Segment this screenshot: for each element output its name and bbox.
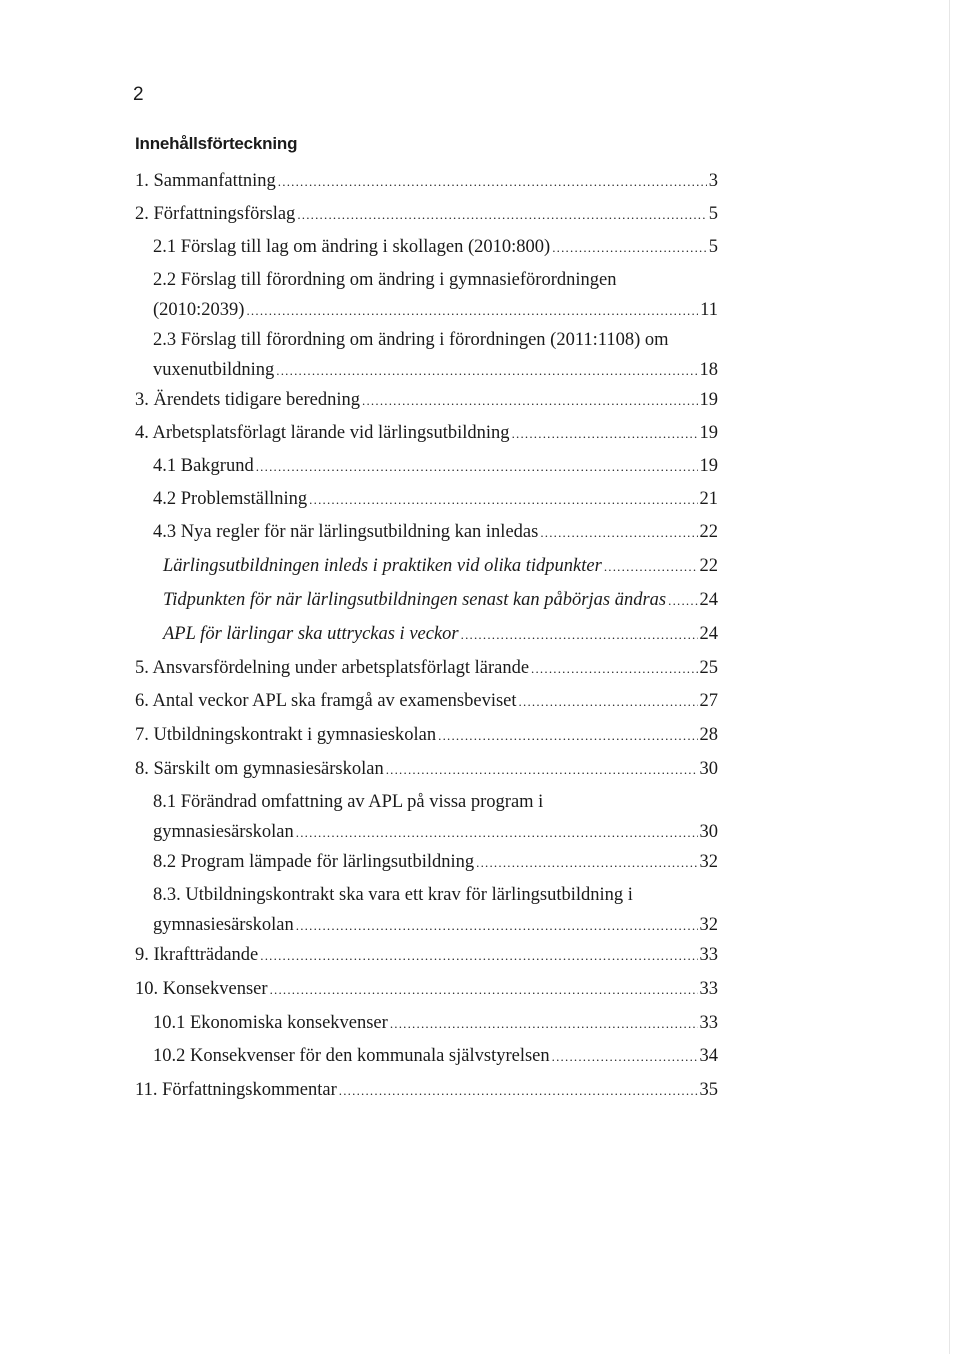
toc-entry-10[interactable]: 10. Konsekvenser ..... 33 xyxy=(135,978,718,1001)
toc-entry-5[interactable]: 5. Ansvarsfördelning under arbetsplatsförlagt lärande ..... 25 xyxy=(135,657,718,680)
toc-entry-4-2[interactable]: 4.2 Problemställning ..... 21 xyxy=(153,488,718,511)
toc-entry-4-3-c[interactable]: APL för lärlingar ska uttryckas i veckor ..... 24 xyxy=(163,623,718,646)
toc-heading: Innehållsförteckning xyxy=(135,134,298,153)
toc-entry-2-2[interactable]: 2.2 Förslag till förordning om ändring i gymnasieförordningen (2010:2039) ..... 11 xyxy=(153,269,718,322)
toc-entry-8[interactable]: 8. Särskilt om gymnasiesärskolan ..... 30 xyxy=(135,758,718,781)
toc-entry-3[interactable]: 3. Ärendets tidigare beredning ..... 19 xyxy=(135,389,718,412)
toc-entry-2-3[interactable]: 2.3 Förslag till förordning om ändring i förordningen (2011:1108) om vuxenutbildning ..... 18 xyxy=(153,329,718,382)
toc-entry-4-1[interactable]: 4.1 Bakgrund ..... 19 xyxy=(153,455,718,478)
toc-entry-4-3-a[interactable]: Lärlingsutbildningen inleds i praktiken vid olika tidpunkter ..... 22 xyxy=(163,555,718,578)
toc-entry-6[interactable]: 6. Antal veckor APL ska framgå av examensbeviset ..... 27 xyxy=(135,690,718,713)
toc-entry-10-1[interactable]: 10.1 Ekonomiska konsekvenser ..... 33 xyxy=(153,1012,718,1035)
toc-entry-7[interactable]: 7. Utbildningskontrakt i gymnasieskolan ..... 28 xyxy=(135,724,718,747)
toc-entry-4[interactable]: 4. Arbetsplatsförlagt lärande vid lärlingsutbildning ..... 19 xyxy=(135,422,718,445)
toc-entry-9[interactable]: 9. Ikraftträdande ..... 33 xyxy=(135,944,718,967)
page-edge xyxy=(949,0,950,1354)
toc-entry-2-1[interactable]: 2.1 Förslag till lag om ändring i skollagen (2010:800) ..... 5 xyxy=(153,236,718,259)
toc-entry-4-3-b[interactable]: Tidpunkten för när lärlingsutbildningen senast kan påbörjas ändras ..... 24 xyxy=(163,589,718,612)
toc-entry-2[interactable]: 2. Författningsförslag ..... 5 xyxy=(135,203,718,226)
toc-entry-4-3[interactable]: 4.3 Nya regler för när lärlingsutbildning kan inledas ..... 22 xyxy=(153,521,718,544)
toc-entry-1[interactable]: 1. Sammanfattning ..... 3 xyxy=(135,170,718,193)
toc-entry-8-1[interactable]: 8.1 Förändrad omfattning av APL på vissa program i gymnasiesärskolan ..... 30 xyxy=(153,791,718,844)
toc-entry-8-2[interactable]: 8.2 Program lämpade för lärlingsutbildning ..... 32 xyxy=(153,851,718,874)
toc-entry-11[interactable]: 11. Författningskommentar ..... 35 xyxy=(135,1079,718,1102)
toc-entry-8-3[interactable]: 8.3. Utbildningskontrakt ska vara ett krav för lärlingsutbildning i gymnasiesärskolan ..... 32 xyxy=(153,884,718,937)
page-number: 2 xyxy=(133,84,144,105)
toc-entry-10-2[interactable]: 10.2 Konsekvenser för den kommunala självstyrelsen ..... 34 xyxy=(153,1045,718,1068)
